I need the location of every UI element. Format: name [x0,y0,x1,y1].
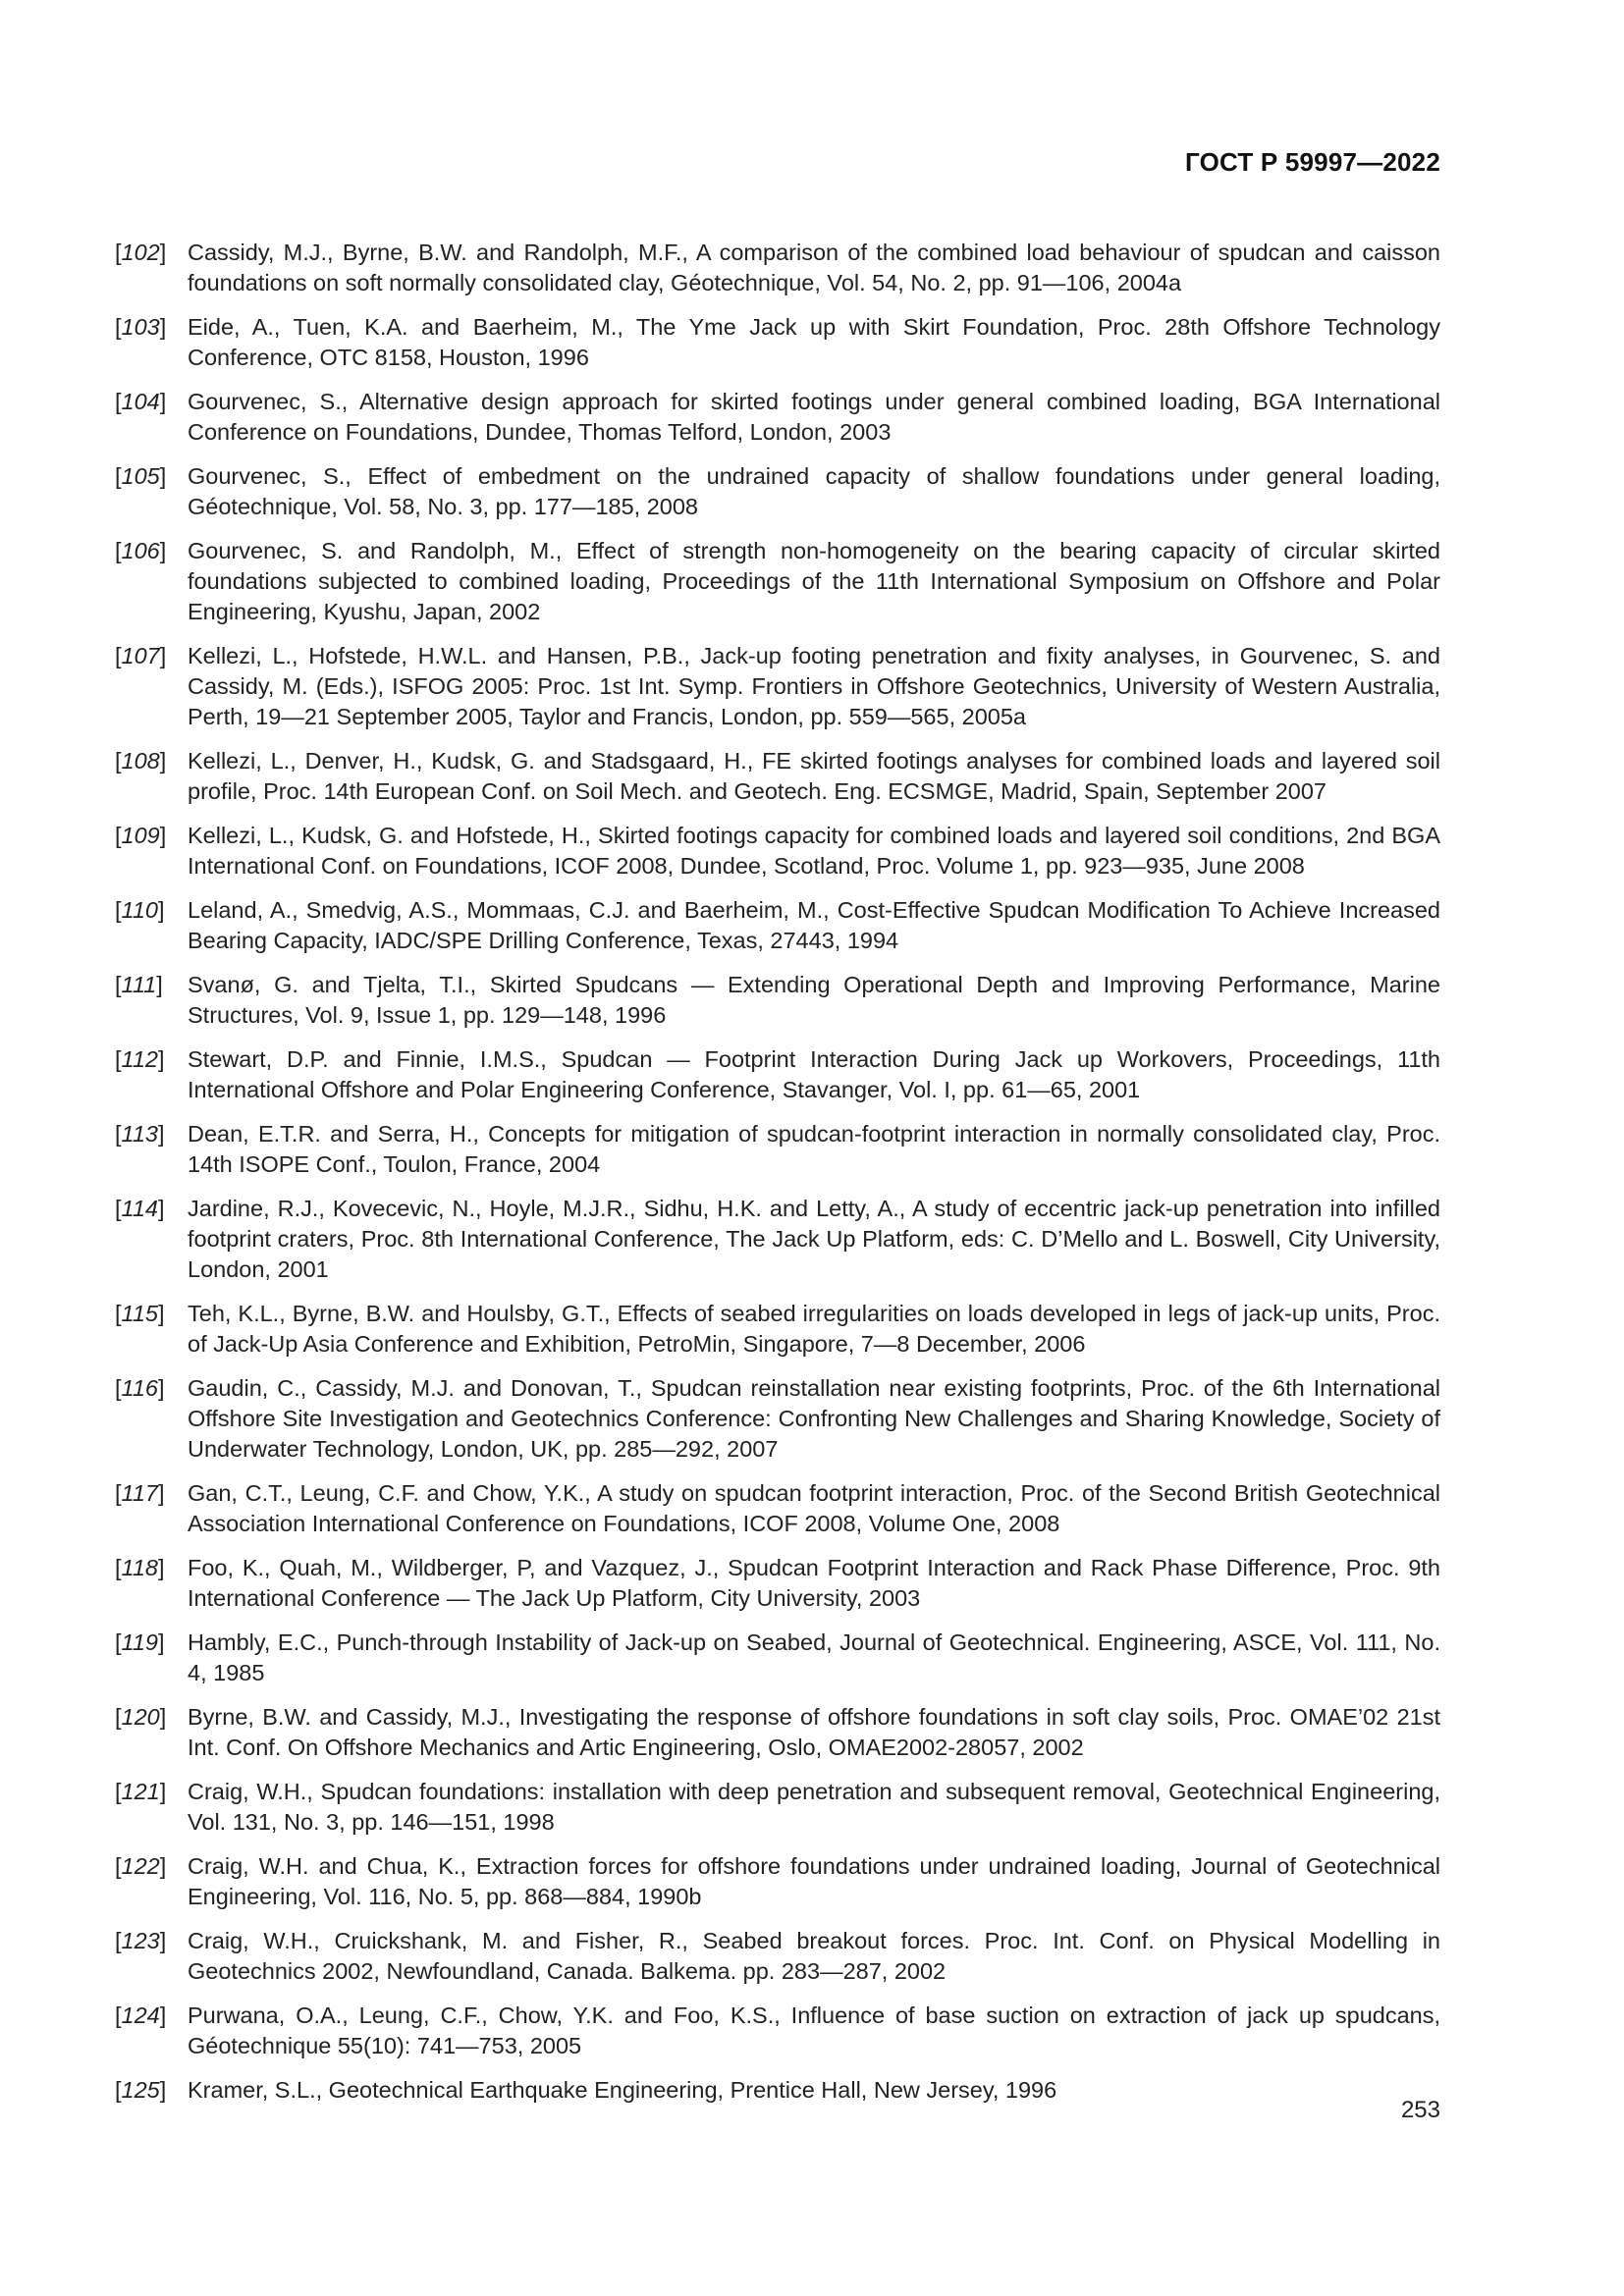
reference-text: Craig, W.H., Spudcan foundations: installation with deep penetration and subsequent removal, Geotechnical Engineering, Vol. 131, No. 3, pp. 146—151, 1998 [188,1779,1440,1835]
reference-number-value: 125 [121,2077,160,2103]
reference-text: Byrne, B.W. and Cassidy, M.J., Investigating the response of offshore foundations in soft clay soils, Proc. OMAE’02 21st Int. Conf. On Offshore Mechanics and Artic Engineering, Oslo, OMAE2002-28057, 2002 [188,1704,1440,1760]
reference-number: [104] [115,389,167,414]
reference-text: Kellezi, L., Denver, H., Kudsk, G. and Stadsgaard, H., FE skirted footings analyses for combined loads and layered soil profile, Proc. 14th European Conf. on Soil Mech. and Geotech. Eng. ECSMGE, Madrid, Spain, September 2007 [188,748,1440,804]
reference-item [115,641,1440,732]
reference-number-value: 109 [121,823,160,848]
reference-item [115,1194,1440,1285]
reference-number: [125] [115,2077,167,2103]
reference-text: Gourvenec, S. and Randolph, M., Effect of strength non-homogeneity on the bearing capacity of circular skirted foundations subjected to combined loading, Proceedings of the 11th International Symposium on Offshore and Polar Engineering, Kyushu, Japan, 2002 [188,538,1440,624]
reference-text: Kellezi, L., Hofstede, H.W.L. and Hansen, P.B., Jack-up footing penetration and fixity analyses, in Gourvenec, S. and Cassidy, M. (Eds.), ISFOG 2005: Proc. 1st Int. Symp. Frontiers in Offshore Geotechnics, University of Western Australia, Perth, 19—21 September 2005, Taylor and Francis, London, pp. 559—565, 2005a [188,643,1440,729]
reference-number-value: 122 [121,1853,160,1879]
reference-number: [110] [115,897,165,923]
reference-item [115,1777,1440,1838]
reference-text: Svanø, G. and Tjelta, T.I., Skirted Spudcans — Extending Operational Depth and Improving Performance, Marine Structures, Vol. 9, Issue 1, pp. 129—148, 1996 [188,972,1440,1028]
reference-number: [123] [115,1928,167,1953]
reference-text: Dean, E.T.R. and Serra, H., Concepts for mitigation of spudcan-footprint interaction in normally consolidated clay, Proc. 14th ISOPE Conf., Toulon, France, 2004 [188,1121,1440,1177]
reference-number-value: 114 [121,1196,158,1221]
reference-number: [109] [115,823,167,848]
reference-item [115,312,1440,373]
reference-item [115,970,1440,1031]
reference-number: [121] [115,1779,167,1804]
reference-number-value: 117 [121,1480,158,1506]
reference-number-value: 106 [121,538,160,563]
reference-number-value: 108 [121,748,160,774]
document-header: ГОСТ Р 59997—2022 [1185,147,1440,177]
reference-item [115,1478,1440,1539]
reference-text: Gourvenec, S., Effect of embedment on the undrained capacity of shallow foundations under general loading, Géotechnique, Vol. 58, No. 3, pp. 177—185, 2008 [188,463,1440,519]
reference-item [115,1851,1440,1912]
reference-text: Hambly, E.C., Punch-through Instability of Jack-up on Seabed, Journal of Geotechnical. Engineering, ASCE, Vol. 111, No. 4, 1985 [188,1629,1440,1685]
reference-number-value: 103 [121,314,160,340]
reference-item [115,387,1440,448]
reference-number: [103] [115,314,167,340]
reference-number-value: 119 [121,1629,158,1655]
reference-text: Gourvenec, S., Alternative design approach for skirted footings under general combined loading, BGA International Conference on Foundations, Dundee, Thomas Telford, London, 2003 [188,389,1440,445]
reference-number: [107] [115,643,167,668]
reference-number-value: 111 [121,972,157,997]
reference-number-value: 120 [121,1704,160,1730]
reference-number-value: 104 [121,389,160,414]
reference-number-value: 116 [121,1375,158,1401]
reference-item [115,1044,1440,1105]
reference-text: Eide, A., Tuen, K.A. and Baerheim, M., The Yme Jack up with Skirt Foundation, Proc. 28th Offshore Technology Conference, OTC 8158, Houston, 1996 [188,314,1440,370]
reference-item [115,1553,1440,1614]
reference-item [115,461,1440,522]
reference-number-value: 121 [121,1779,160,1804]
reference-number-value: 115 [121,1301,158,1326]
reference-number: [122] [115,1853,167,1879]
reference-text: Jardine, R.J., Kovecevic, N., Hoyle, M.J.R., Sidhu, H.K. and Letty, A., A study of eccentric jack-up penetration into infilled footprint craters, Proc. 8th International Conference, The Jack Up Platform, eds: C. D’Mello and L. Boswell, City University, London, 2001 [188,1196,1440,1282]
reference-number: [113] [115,1121,165,1147]
reference-list [115,238,1440,2119]
reference-number-value: 112 [121,1046,158,1072]
reference-number: [112] [115,1046,165,1072]
reference-text: Cassidy, M.J., Byrne, B.W. and Randolph, M.F., A comparison of the combined load behaviour of spudcan and caisson foundations on soft normally consolidated clay, Géotechnique, Vol. 54, No. 2, pp. 91—106, 2004a [188,240,1440,295]
reference-item [115,1926,1440,1987]
reference-item [115,1702,1440,1763]
reference-number-value: 110 [121,897,158,923]
reference-number: [116] [115,1375,165,1401]
reference-text: Gaudin, C., Cassidy, M.J. and Donovan, T., Spudcan reinstallation near existing footprints, Proc. of the 6th International Offshore Site Investigation and Geotechnics Conference: Confronting New Challenges and Sharing Knowledge, Society of Underwater Technology, London, UK, pp. 285—292, 2007 [188,1375,1440,1462]
reference-item [115,821,1440,881]
reference-text: Kellezi, L., Kudsk, G. and Hofstede, H., Skirted footings capacity for combined loads and layered soil conditions, 2nd BGA International Conf. on Foundations, ICOF 2008, Dundee, Scotland, Proc. Volume 1, pp. 923—935, June 2008 [188,823,1440,879]
reference-number: [124] [115,2002,167,2028]
reference-item [115,1119,1440,1180]
reference-number-value: 118 [121,1555,158,1580]
reference-text: Gan, C.T., Leung, C.F. and Chow, Y.K., A study on spudcan footprint interaction, Proc. of the Second British Geotechnical Association International Conference on Foundations, ICOF 2008, Volume One, 2008 [188,1480,1440,1536]
reference-item [115,746,1440,807]
reference-text: Foo, K., Quah, M., Wildberger, P, and Vazquez, J., Spudcan Footprint Interaction and Rack Phase Difference, Proc. 9th International Conference — The Jack Up Platform, City University, 2003 [188,1555,1440,1611]
reference-number-value: 105 [121,463,160,489]
page-number: 253 [1400,2097,1440,2123]
reference-text: Craig, W.H. and Chua, K., Extraction forces for offshore foundations under undrained loading, Journal of Geotechnical Engineering, Vol. 116, No. 5, pp. 868—884, 1990b [188,1853,1440,1909]
reference-number-value: 102 [121,240,160,265]
reference-text: Teh, K.L., Byrne, B.W. and Houlsby, G.T., Effects of seabed irregularities on loads developed in legs of jack-up units, Proc. of Jack-Up Asia Conference and Exhibition, PetroMin, Singapore, 7—8 December, 2006 [188,1301,1440,1357]
reference-number: [114] [115,1196,165,1221]
reference-item [115,2075,1440,2106]
reference-number-value: 124 [121,2002,160,2028]
reference-text: Stewart, D.P. and Finnie, I.M.S., Spudcan — Footprint Interaction During Jack up Workovers, Proceedings, 11th International Offshore and Polar Engineering Conference, Stavanger, Vol. I, pp. 61—65, 2001 [188,1046,1440,1102]
reference-number: [115] [115,1301,165,1326]
reference-number-value: 113 [121,1121,158,1147]
reference-item [115,1628,1440,1688]
reference-number: [119] [115,1629,165,1655]
reference-item [115,536,1440,627]
reference-number: [120] [115,1704,167,1730]
reference-item [115,1299,1440,1360]
reference-item [115,2001,1440,2061]
reference-text: Leland, A., Smedvig, A.S., Mommaas, C.J. and Baerheim, M., Cost-Effective Spudcan Modification To Achieve Increased Bearing Capacity, IADC/SPE Drilling Conference, Texas, 27443, 1994 [188,897,1440,953]
reference-text: Craig, W.H., Cruickshank, M. and Fisher, R., Seabed breakout forces. Proc. Int. Conf. on Physical Modelling in Geotechnics 2002, Newfoundland, Canada. Balkema. pp. 283—287, 2002 [188,1928,1440,1984]
reference-number: [106] [115,538,167,563]
reference-item [115,895,1440,956]
reference-number-value: 123 [121,1928,160,1953]
reference-number-value: 107 [121,643,160,668]
reference-number: [118] [115,1555,165,1580]
reference-number: [102] [115,240,167,265]
reference-text: Purwana, O.A., Leung, C.F., Chow, Y.K. and Foo, K.S., Influence of base suction on extraction of jack up spudcans, Géotechnique 55(10): 741—753, 2005 [188,2002,1440,2058]
reference-text: Kramer, S.L., Geotechnical Earthquake Engineering, Prentice Hall, New Jersey, 1996 [188,2077,1057,2103]
reference-item [115,1373,1440,1465]
reference-number: [117] [115,1480,165,1506]
reference-item [115,238,1440,298]
reference-number: [108] [115,748,167,774]
reference-number: [105] [115,463,167,489]
reference-number: [111] [115,972,163,997]
